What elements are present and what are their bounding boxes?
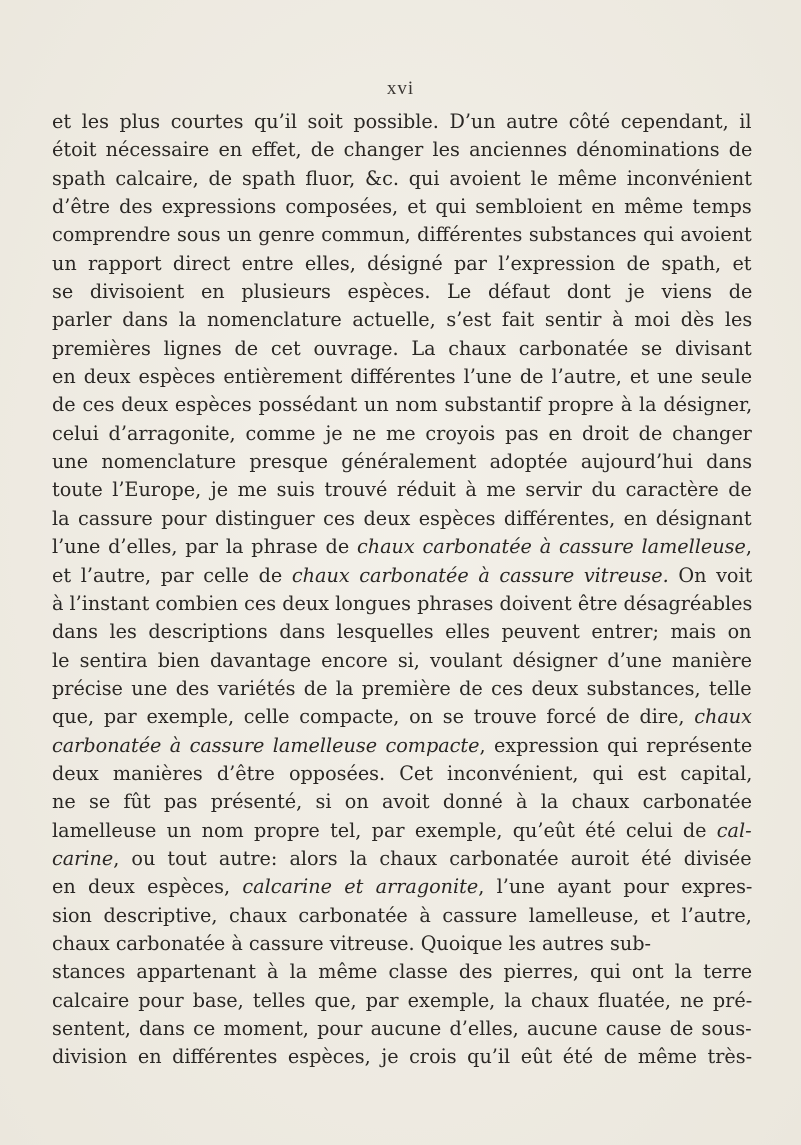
text-segment: spath calcaire, de spath fluor, &c. qui avoient le même inconvénient (52, 166, 752, 190)
text-segment: parler dans la nomenclature actuelle, s’est fait sentir à moi dès les (52, 308, 752, 332)
text-line (52, 562, 752, 590)
text-segment: d’être des expressions composées, et qui sembloient en même temps (52, 195, 752, 219)
text-segment: se divisoient en plusieurs espèces. Le défaut dont je viens de (52, 280, 752, 304)
text-segment: un rapport direct entre elles, désigné par l’expression de spath, et (52, 251, 752, 275)
text-segment: une nomenclature presque généralement adoptée aujourd’hui dans (52, 450, 752, 474)
text-line (52, 221, 752, 249)
text-line (52, 760, 752, 788)
text-segment: , expression qui représente (479, 733, 752, 757)
text-line (52, 930, 752, 958)
text-segment: sion descriptive, chaux carbonatée à cassure lamelleuse, et l’autre, (52, 903, 752, 927)
text-line (52, 873, 752, 901)
text-segment: et l’autre, par celle de (52, 563, 292, 587)
text-line (52, 533, 752, 561)
text-line (52, 788, 752, 816)
text-segment: en deux espèces, (52, 875, 243, 899)
text-segment: étoit nécessaire en effet, de changer les anciennes dénominations de (52, 138, 752, 162)
text-line (52, 278, 752, 306)
text-segment: On voit (668, 563, 752, 587)
text-segment: en deux espèces entièrement différentes l’une de l’autre, et une seule (52, 365, 752, 389)
text-segment: dans les descriptions dans lesquelles elles peuvent entrer; mais on (52, 620, 752, 644)
text-segment: stances appartenant à la même classe des pierres, qui ont la terre (52, 960, 752, 984)
text-line (52, 618, 752, 646)
text-line (52, 675, 752, 703)
text-line (52, 1015, 752, 1043)
text-segment: comprendre sous un genre commun, différentes substances qui avoient (52, 223, 752, 247)
text-segment: premières lignes de cet ouvrage. La chaux carbonatée se divisant (52, 336, 752, 360)
italic-text-segment: chaux (694, 705, 752, 729)
text-segment: division en différentes espèces, je crois qu’il eût été de même très- (52, 1045, 752, 1069)
italic-text-segment: calcarine et arragonite (242, 875, 479, 899)
text-segment: , (745, 535, 752, 559)
text-line (52, 590, 752, 618)
text-line (52, 987, 752, 1015)
text-line (52, 958, 752, 986)
text-segment: , ou tout autre: alors la chaux carbonatée auroit été divisée (113, 846, 752, 870)
page-number: xvi (386, 78, 415, 99)
text-segment: toute l’Europe, je me suis trouvé réduit à me servir du caractère de (52, 478, 752, 502)
text-line (52, 845, 752, 873)
text-segment: la cassure pour distinguer ces deux espèces différentes, en désignant (52, 506, 752, 530)
text-line (52, 108, 752, 136)
text-segment: sentent, dans ce moment, pour aucune d’elles, aucune cause de sous- (52, 1017, 752, 1040)
text-line (52, 647, 752, 675)
text-line (52, 136, 752, 164)
text-segment: celui d’arragonite, comme je ne me croyois pas en droit de changer (52, 421, 752, 445)
body-text (52, 108, 752, 1072)
text-segment: lamelleuse un nom propre tel, par exemple, qu’eût été celui de (52, 818, 717, 842)
text-line (52, 391, 752, 419)
text-line (52, 448, 752, 476)
text-line (52, 306, 752, 334)
text-line (52, 363, 752, 391)
text-line (52, 335, 752, 363)
text-line (52, 732, 752, 760)
text-segment: deux manières d’être opposées. Cet inconvénient, qui est capital, (52, 761, 752, 785)
text-segment: , l’une ayant pour expres- (478, 875, 752, 899)
text-line (52, 505, 752, 533)
text-segment: ne se fût pas présenté, si on avoit donné à la chaux carbonatée (52, 790, 752, 814)
text-line (52, 1043, 752, 1071)
text-segment: de ces deux espèces possédant un nom substantif propre à la désigner, (52, 393, 752, 417)
text-line (52, 420, 752, 448)
text-segment: et les plus courtes qu’il soit possible. D’un autre côté cependant, il (52, 110, 752, 133)
text-segment: l’une d’elles, par la phrase de (52, 535, 357, 559)
text-segment: le sentira bien davantage encore si, voulant désigner d’une manière (52, 648, 752, 672)
text-line (52, 902, 752, 930)
text-segment: à l’instant combien ces deux longues phrases doivent être désagréables (52, 591, 752, 615)
text-segment: que, par exemple, celle compacte, on se trouve forcé de dire, (52, 705, 695, 729)
italic-text-segment: carbonatée à cassure lamelleuse compacte (52, 733, 480, 757)
italic-text-segment: carine (52, 846, 114, 870)
text-line (52, 250, 752, 278)
text-line (52, 193, 752, 221)
text-segment: calcaire pour base, telles que, par exemple, la chaux fluatée, ne pré- (52, 988, 752, 1012)
text-line (52, 703, 752, 731)
text-line (52, 165, 752, 193)
text-segment: chaux carbonatée à cassure vitreuse. Quoique les autres sub- (52, 931, 651, 955)
italic-text-segment: chaux carbonatée à cassure lamelleuse (356, 535, 746, 559)
text-line (52, 476, 752, 504)
italic-text-segment: cal- (716, 818, 752, 842)
text-segment: précise une des variétés de la première de ces deux substances, telle (52, 676, 752, 700)
text-line (52, 817, 752, 845)
italic-text-segment: chaux carbonatée à cassure vitreuse. (291, 563, 669, 587)
